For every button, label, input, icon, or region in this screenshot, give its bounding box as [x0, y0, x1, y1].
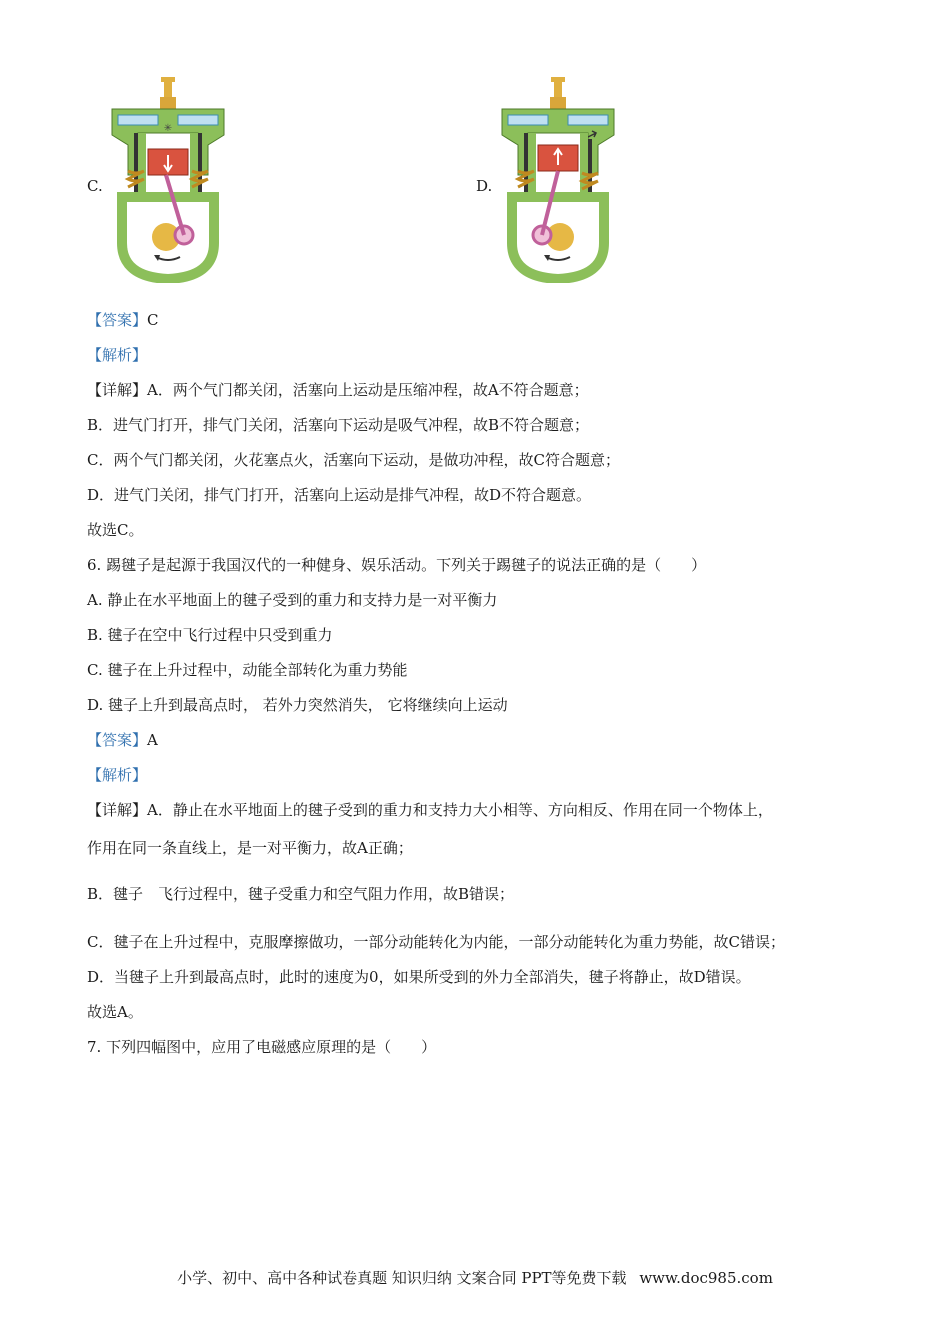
q5-conclusion: 故选C。 — [87, 521, 144, 539]
engine-power-stroke-icon — [108, 75, 228, 283]
option-d-label: D. — [476, 177, 493, 195]
q6-answer — [87, 730, 158, 750]
footer-url[interactable]: www.doc985.com — [639, 1269, 773, 1287]
q7-stem: 7. 下列四幅图中，应用了电磁感应原理的是（ ） — [87, 1038, 437, 1056]
answer-value: C — [147, 311, 159, 329]
q6-detail-line: B．毽子 飞行过程中，毽子受重力和空气阻力作用，故B错误； — [87, 885, 515, 903]
detail-tag: 【详解】 — [87, 381, 148, 399]
svg-text:✳: ✳ — [163, 123, 173, 134]
q6-option: C. 毽子在上升过程中，动能全部转化为重力势能 — [87, 661, 408, 679]
option-c-label: C. — [87, 177, 103, 195]
detail-text: A．静止在水平地面上的毽子受到的重力和支持力大小相等、方向相反、作用在同一个物体上， — [147, 801, 773, 819]
q5-detail-line — [87, 380, 589, 400]
q6-option: D. 毽子上升到最高点时， 若外力突然消失， 它将继续向上运动 — [87, 696, 508, 714]
q6-detail-line: C．毽子在上升过程中，克服摩擦做功，一部分动能转化为内能，一部分动能转化为重力势能，故C错误； — [87, 933, 785, 951]
q5-detail-line: D．进气门关闭，排气门打开，活塞向上运动是排气冲程，故D不符合题意。 — [87, 486, 592, 504]
answer-tag: 【答案】 — [87, 731, 148, 749]
q6-detail-line: 作用在同一条直线上，是一对平衡力，故A正确； — [87, 839, 413, 857]
answer-value: A — [147, 731, 158, 749]
q6-stem: 6. 踢毽子是起源于我国汉代的一种健身、娱乐活动。下列关于踢毽子的说法正确的是（ ） — [87, 556, 707, 574]
q6-conclusion: 故选A。 — [87, 1003, 143, 1021]
q6-detail-line — [87, 800, 773, 820]
page-footer — [0, 1268, 950, 1288]
engine-exhaust-stroke-icon — [498, 75, 618, 283]
q5-detail-line: C．两个气门都关闭，火花塞点火，活塞向下运动，是做功冲程，故C符合题意； — [87, 451, 620, 469]
answer-tag: 【答案】 — [87, 311, 148, 329]
detail-tag: 【详解】 — [87, 801, 148, 819]
detail-text: A．两个气门都关闭，活塞向上运动是压缩冲程，故A不符合题意； — [147, 381, 589, 399]
q5-detail-line: B．进气门打开，排气门关闭，活塞向下运动是吸气冲程，故B不符合题意； — [87, 416, 590, 434]
footer-text: 小学、初中、高中各种试卷真题 知识归纳 文案合同 PPT等免费下载 — [177, 1269, 627, 1287]
q5-analysis-tag: 【解析】 — [87, 346, 148, 364]
q6-option: A. 静止在水平地面上的毽子受到的重力和支持力是一对平衡力 — [87, 591, 498, 609]
q6-analysis-tag: 【解析】 — [87, 766, 148, 784]
q6-detail-line: D．当毽子上升到最高点时，此时的速度为0，如果所受到的外力全部消失，毽子将静止，故D错误。 — [87, 968, 751, 986]
q5-answer — [87, 310, 159, 330]
q6-option: B. 毽子在空中飞行过程中只受到重力 — [87, 626, 333, 644]
